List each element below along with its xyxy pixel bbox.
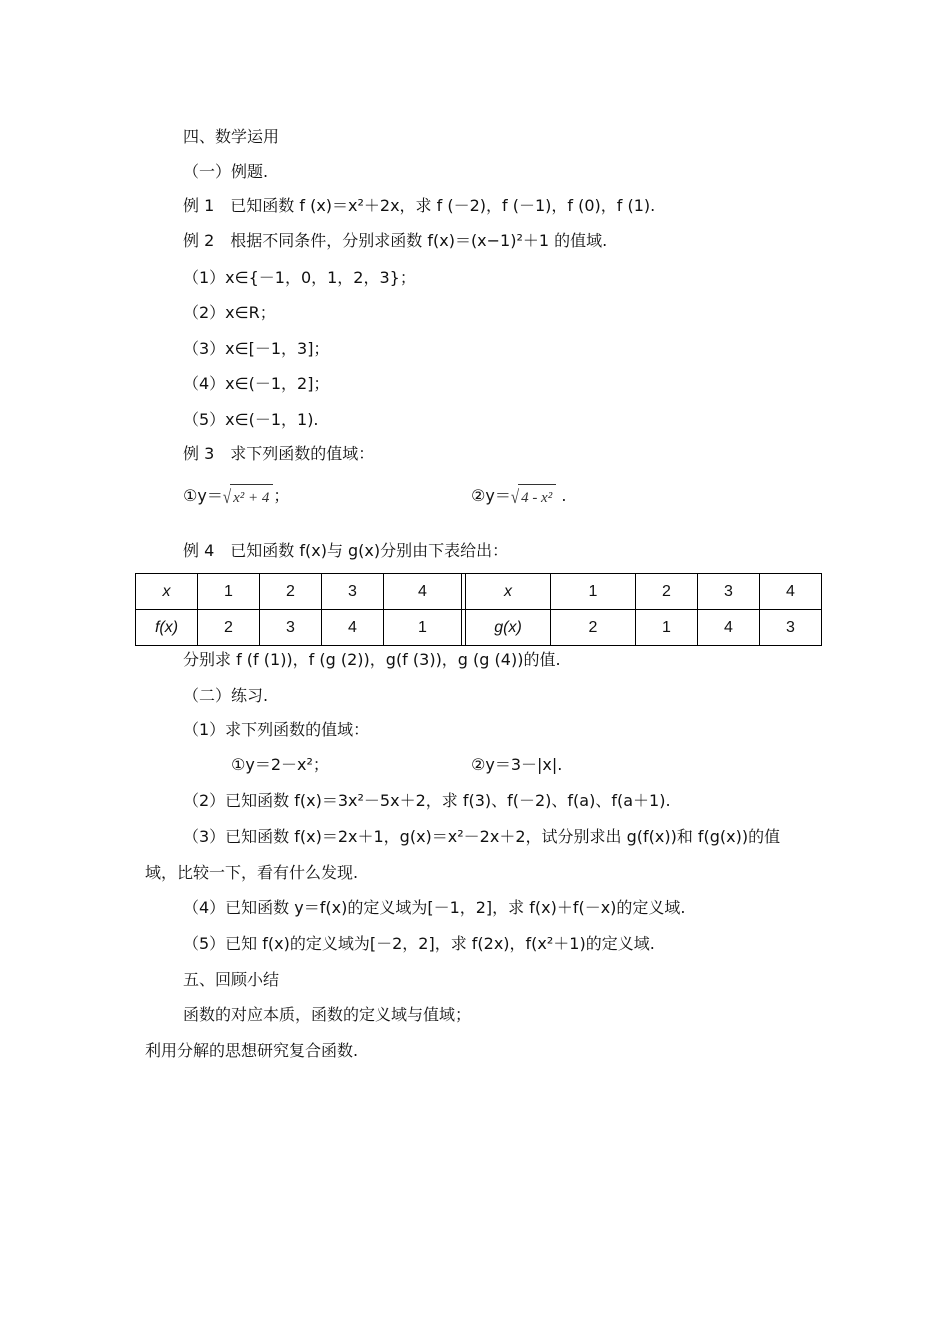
g-value-4: 3 — [760, 610, 822, 646]
function-value-table — [135, 573, 822, 646]
example-2-item-3: （3）x∈[－1，3]； — [183, 339, 330, 358]
example-2-item-4: （4）x∈(－1，2]； — [183, 374, 330, 393]
practice-3-line-1: （3）已知函数 f(x)＝2x＋1，g(x)＝x²－2x＋2，试分别求出 g(f(x))和 f(g(x))的值 — [183, 827, 781, 846]
subsection-title-examples: （一）例题. — [183, 162, 269, 181]
g-header-1: 1 — [551, 574, 636, 610]
practice-5: （5）已知 f(x)的定义域为[－2，2]，求 f(2x)，f(x²＋1)的定义域. — [183, 934, 655, 953]
g-header-3: 3 — [698, 574, 760, 610]
formula-b-prefix: ②y＝ — [471, 486, 511, 505]
f-value-4: 1 — [384, 610, 462, 646]
example-4-question: 分别求 f (f (1))，f (g (2))，g(f (3))，g (g (4))的值. — [183, 650, 561, 669]
f-value-3: 4 — [322, 610, 384, 646]
practice-4: （4）已知函数 y＝f(x)的定义域为[－1，2]，求 f(x)＋f(－x)的定义域. — [183, 898, 686, 917]
section-title-review: 五、回顾小结 — [183, 970, 280, 989]
g-header-x: x — [466, 574, 551, 610]
practice-3-line-2: 域，比较一下，看有什么发现. — [145, 863, 359, 882]
example-3-formula-b — [471, 484, 566, 509]
f-values-label: f(x) — [136, 610, 198, 646]
formula-a-suffix: ； — [273, 486, 290, 505]
section-title-math-application: 四、数学运用 — [183, 127, 280, 146]
f-header-x: x — [136, 574, 198, 610]
sqrt-symbol-a: √ x² + 4 — [223, 484, 274, 509]
example-4: 例 4 已知函数 f(x)与 g(x)分别由下表给出： — [183, 541, 509, 560]
example-2: 例 2 根据不同条件，分别求函数 f(x)＝(x−1)²＋1 的值域. — [183, 231, 608, 250]
practice-1-a: ①y＝2－x²； — [231, 755, 329, 774]
f-value-1: 2 — [198, 610, 260, 646]
example-3: 例 3 求下列函数的值域： — [183, 444, 375, 463]
example-1: 例 1 已知函数 f (x)＝x²＋2x，求 f (－2)，f (－1)，f (0)，f (1). — [183, 196, 656, 215]
table-header-row — [136, 574, 822, 610]
practice-2: （2）已知函数 f(x)＝3x²－5x＋2，求 f(3)、f(－2)、f(a)、f(a＋1). — [183, 791, 671, 810]
sqrt-symbol-b: √ 4 - x² — [511, 484, 556, 509]
table-value-row — [136, 610, 822, 646]
summary-line-2: 利用分解的思想研究复合函数. — [145, 1041, 359, 1060]
g-header-4: 4 — [760, 574, 822, 610]
example-2-item-1: （1）x∈{－1，0，1，2，3}； — [183, 268, 416, 287]
practice-1-b: ②y＝3－|x|. — [471, 755, 563, 774]
formula-a-radicand: x² + 4 — [230, 484, 273, 509]
f-header-2: 2 — [260, 574, 322, 610]
practice-1: （1）求下列函数的值域： — [183, 720, 370, 739]
f-header-4: 4 — [384, 574, 462, 610]
formula-b-suffix: . — [561, 486, 567, 505]
f-header-3: 3 — [322, 574, 384, 610]
example-2-item-5: （5）x∈(－1，1). — [183, 410, 319, 429]
summary-line-1: 函数的对应本质，函数的定义域与值域； — [183, 1005, 472, 1024]
example-2-item-2: （2）x∈R； — [183, 303, 276, 322]
f-header-1: 1 — [198, 574, 260, 610]
subsection-title-practice: （二）练习. — [183, 686, 269, 705]
g-value-3: 4 — [698, 610, 760, 646]
example-3-formula-a — [183, 484, 289, 509]
formula-a-prefix: ①y＝ — [183, 486, 223, 505]
g-values-label: g(x) — [466, 610, 551, 646]
g-header-2: 2 — [636, 574, 698, 610]
g-value-1: 2 — [551, 610, 636, 646]
f-value-2: 3 — [260, 610, 322, 646]
g-value-2: 1 — [636, 610, 698, 646]
formula-b-radicand: 4 - x² — [518, 484, 556, 509]
